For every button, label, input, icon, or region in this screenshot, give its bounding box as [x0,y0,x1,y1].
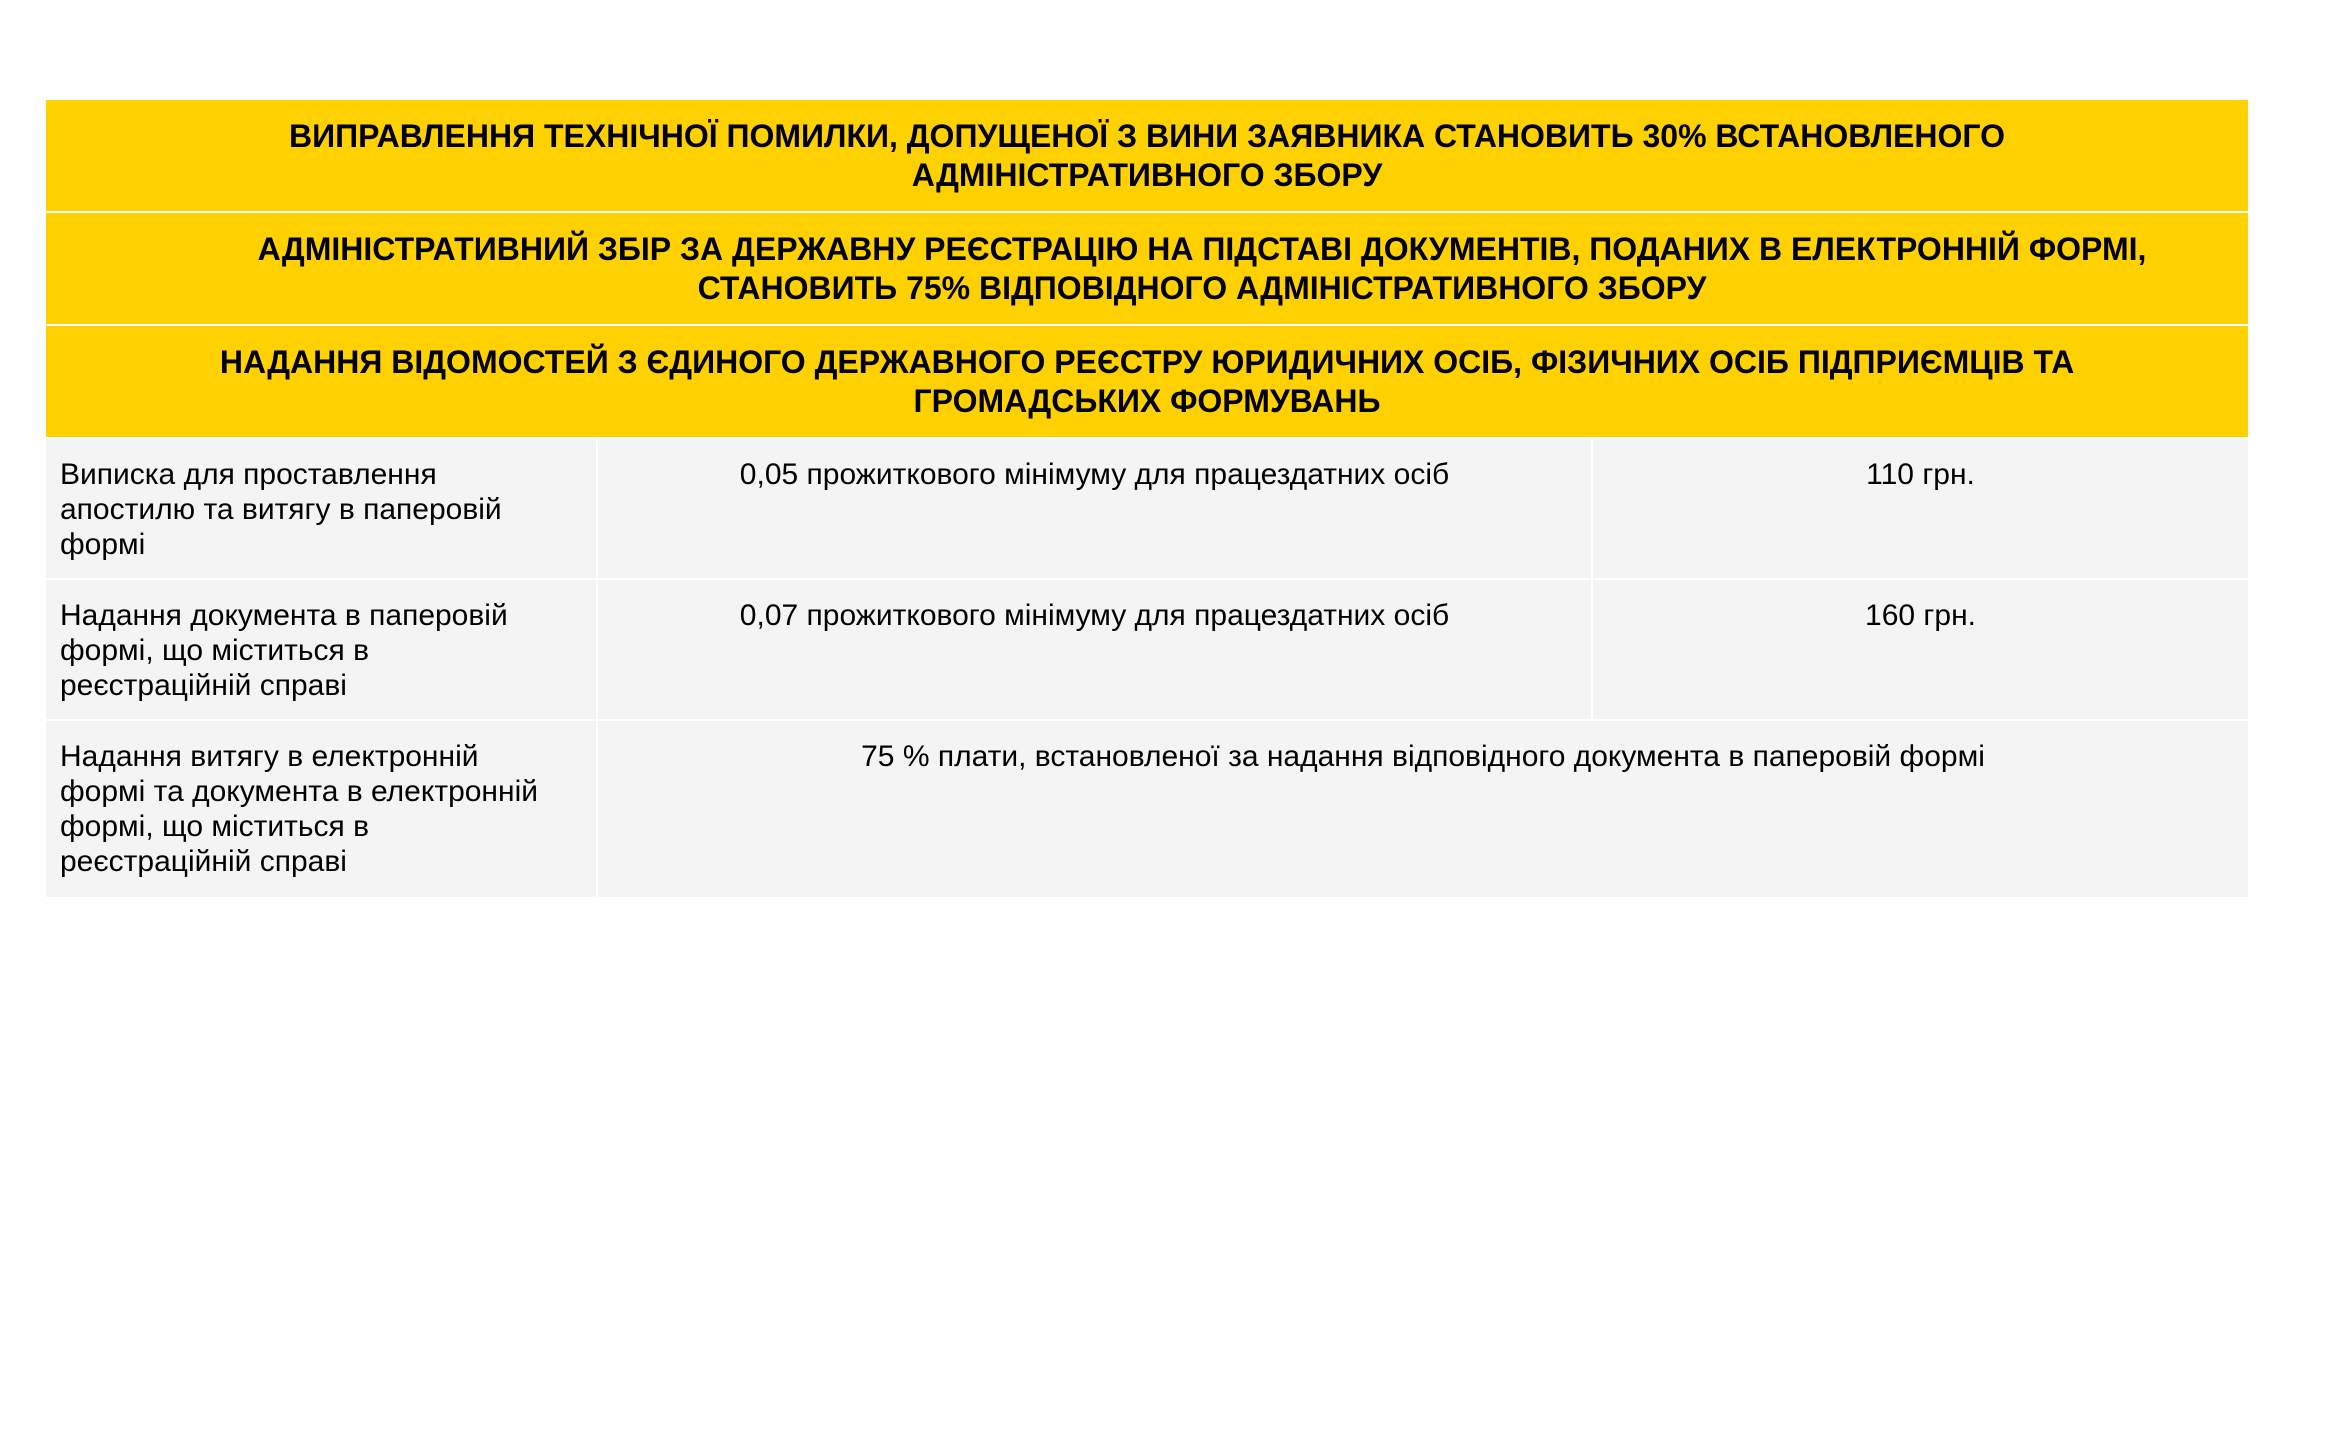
service-name-line: формі та документа в електронній [60,775,538,808]
banner-line: ВИПРАВЛЕННЯ ТЕХНІЧНОЇ ПОМИЛКИ, ДОПУЩЕНОЇ З ВИНИ ЗАЯВНИКА СТАНОВИТЬ 30% ВСТАНОВЛЕНОГО [289,117,2005,154]
fee-amount-cell: 110 грн. [1592,438,2248,579]
service-name-line: Виписка для проставлення [60,458,437,491]
banner-row-register-info [46,325,2248,438]
banner-register-info [46,325,2248,438]
banner-row-electronic [46,212,2248,325]
fee-amount-cell: 160 грн. [1592,579,2248,720]
fee-formula-cell: 0,07 прожиткового мінімуму для працездатних осіб [597,579,1592,720]
fees-table [46,100,2248,899]
banner-electronic-fee [46,212,2248,325]
fee-formula-cell: 0,05 прожиткового мінімуму для працездатних осіб [597,438,1592,579]
banner-line: СТАНОВИТЬ 75% ВІДПОВІДНОГО АДМІНІСТРАТИВНОГО ЗБОРУ [697,269,1707,306]
banner-line: АДМІНІСТРАТИВНИЙ ЗБІР ЗА ДЕРЖАВНУ РЕЄСТРАЦІЮ НА ПІДСТАВІ ДОКУМЕНТІВ, ПОДАНИХ В ЕЛЕКТРОННІЙ ФОРМІ, [257,230,2147,267]
service-name-line: реєстраційній справі [60,669,347,702]
banner-row-correction [46,100,2248,212]
service-name-line: Надання витягу в електронній [60,740,479,773]
service-name-cell [46,579,597,720]
service-name-cell [46,720,597,898]
banner-line: НАДАННЯ ВІДОМОСТЕЙ З ЄДИНОГО ДЕРЖАВНОГО РЕЄСТРУ ЮРИДИЧНИХ ОСІБ, ФІЗИЧНИХ ОСІБ ПІДПРИЄМЦІВ ТА [219,343,2075,380]
service-name-line: формі, що міститься в [60,634,370,667]
table-row [46,438,2248,579]
table-row [46,720,2248,898]
service-name-cell [46,438,597,579]
service-name-line: формі [60,528,146,561]
service-name-line: Надання документа в паперовій [60,599,508,632]
service-name-line: реєстраційній справі [60,845,347,878]
banner-line: ГРОМАДСЬКИХ ФОРМУВАНЬ [913,382,1381,419]
service-name-line: апостилю та витягу в паперовій [60,493,502,526]
banner-correction-fee [46,100,2248,212]
table-row [46,579,2248,720]
fee-description-cell: 75 % плати, встановленої за надання відповідного документа в паперовій формі [597,720,2248,898]
banner-line: АДМІНІСТРАТИВНОГО ЗБОРУ [911,156,1383,193]
service-name-line: формі, що міститься в [60,810,370,843]
